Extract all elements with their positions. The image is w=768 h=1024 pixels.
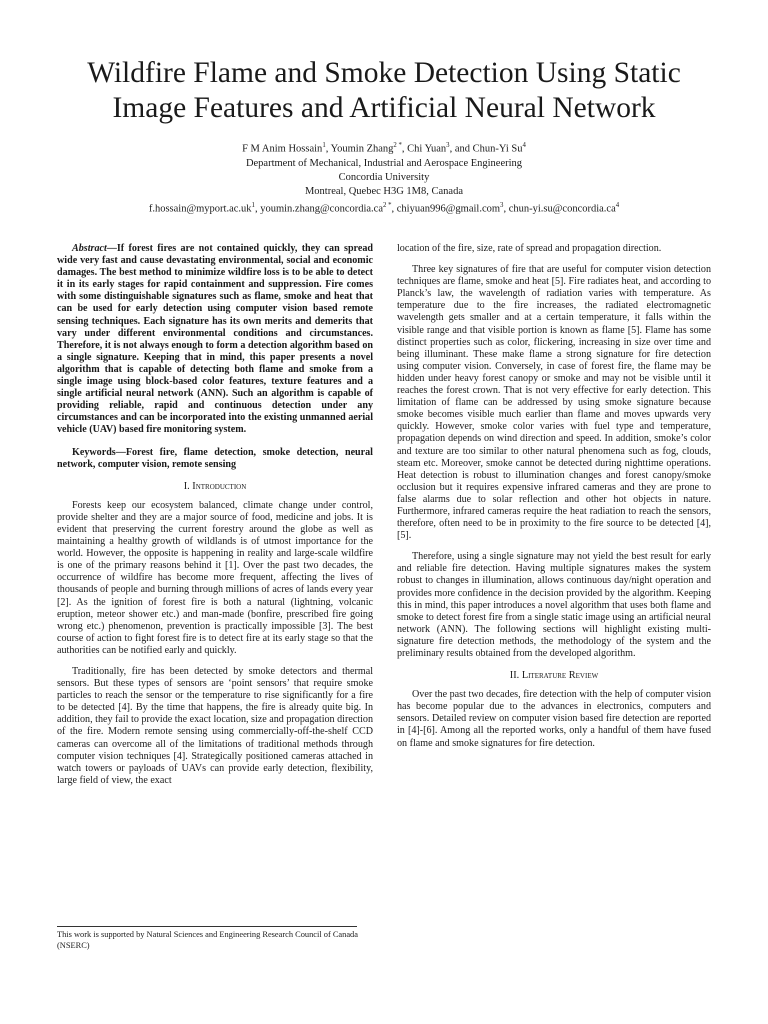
intro-paragraph-2: Traditionally, fire has been detected by smoke detectors and thermal sensors. But these types of sensors are ‘point sensors’ that require smoke particles to reach the sensor or the temperature to rise significantly for a fire to be detected [4]. By the time that happens, the fire is already quite big. In addition, they fail to provide the exact location, size and propagation direction of the fire. Modern remote sensing using commercially-off-the-shelf CCD cameras can overcome all of the limitations of traditional methods through computer vision techniques [4]. Strategically positioned cameras attached in watch towers or payloads of UAVs can provide early detection, flexibility, large field of view, the exact: [57, 666, 373, 786]
intro-paragraph-2-cont: location of the fire, size, rate of spread and propagation direction.: [397, 243, 662, 254]
paper-title: [0, 56, 768, 126]
footnote-divider: [57, 926, 357, 927]
section-numeral: I.: [183, 480, 190, 492]
author-name: , and Chun-Yi Su: [449, 143, 523, 155]
funding-footnote: This work is supported by Natural Sciences and Engineering Research Council of Canada (NSERC): [57, 930, 358, 950]
affil-mark: 1: [251, 201, 255, 209]
email-link[interactable]: f.hossain@myport.ac.uk: [148, 203, 252, 215]
keywords: Keywords—Forest fire, flame detection, smoke detection, neural network, computer vision, remote sensing: [57, 446, 373, 470]
abstract-text: —If forest fires are not contained quickly, they can spread wide very fast and cause devastating environmental, social and economic damages. The best method to minimize wildfire loss is to be able to detect it in its early stages for rapid containment and suppression. Fire comes with some distinguishable signatures such as flame, smoke and heat that can be used for early detection using computer vision based remote sensing techniques. Each signature has its own merits and demerits that vary under different environmental conditions and circumstances. Therefore, it is not always enough to form a detection algorithm based on a single signature. Keeping that in mind, this paper presents a novel algorithm that is capable of detecting both flame and smoke from a single image using block-based color features, texture features and a single artificial neural network (ANN). Such an algorithm is capable of providing reliable, rapid and continuous detection under any circumstances and can be incorporated into the existing unmanned aerial vehicle (UAV) based fire monitoring system.: [57, 243, 373, 436]
author-department: Department of Mechanical, Industrial and Aerospace Engineering: [245, 157, 523, 169]
affil-mark: 3: [446, 142, 450, 149]
title-line-2: Image Features and Artificial Neural Network: [112, 92, 656, 124]
email-link[interactable]: , youmin.zhang@concordia.ca: [254, 203, 383, 215]
email-link[interactable]: , chun-yi.su@concordia.ca: [503, 203, 616, 215]
author-university: Concordia University: [338, 171, 430, 183]
author-emails: [0, 199, 768, 217]
section-heading-literature-review: [397, 670, 711, 682]
section-title: Literature Review: [521, 670, 599, 682]
title-line-1: Wildfire Flame and Smoke Detection Using Static: [87, 57, 681, 89]
section-heading-introduction: [57, 481, 373, 493]
abstract: [57, 243, 373, 437]
section-title: Introduction: [192, 480, 247, 492]
intro-paragraph-3: Three key signatures of fire that are useful for computer vision detection techniques are flame, smoke and heat [5]. Fire radiates heat, and according to Planck’s law, the wavelength of radiation varies with temperature. As temperature due to the fire increases, the radiated electromagnetic wavelength gets smaller and at a certain temperature, it falls within the visible range and that visible portion is known as flame [5]. Flame has some distinct properties such as color, flickering, increasing in size over time and being illuminant. These make flame a strong signature for fire detection using computer vision. Conversely, in case of forest fire, the flame may be hidden under heavy forest canopy or smoke and may not be visible until it reaches the forest crown. That is not very effective for early detection. This limitation of flame can be addressed by using smoke signature because smoke becomes visible much earlier than flame and moves upwards very quickly. However, smoke color varies with fuel type and temperature, propagation depends on wind direction and speed. In addition, smoke’s color and texture are too similar to other natural phenomena such as fog, clouds, steam etc. Moreover, smoke cannot be detected during nighttime operations. Heat detection is robust to illumination changes and forest canopy/smoke occlusion but it requires expensive infrared cameras and they are prone to false alarms due to solar reflection and other hot objects in nature. Furthermore, infrared cameras require the heat radiation to reach the sensors, therefore, often need to be in proximity to the fire source to be detected [4], [5].: [397, 264, 711, 542]
left-column: [57, 243, 373, 787]
affil-mark: 2 *: [393, 142, 402, 149]
author-name: , Youmin Zhang: [325, 143, 394, 155]
email-link[interactable]: , chiyuan996@gmail.com: [391, 203, 501, 215]
affil-mark: 2 *: [383, 201, 392, 209]
author-block: [0, 139, 768, 216]
right-column: [397, 243, 711, 750]
author-names: [0, 139, 768, 157]
affil-mark: 4: [615, 201, 620, 209]
abstract-label: Abstract: [72, 243, 107, 254]
lit-review-paragraph-1: Over the past two decades, fire detection with the help of computer vision has become popular due to the advances in electronics, computers and sensors. Detailed review on computer vision based fire detection are reported in [4]-[6]. Among all the reported works, only a handful of them have fused on flame and smoke signatures for fire detection.: [397, 689, 711, 749]
intro-paragraph-4: Therefore, using a single signature may not yield the best result for early and reliable fire detection. Having multiple signatures makes the system robust to changes in illumination, allows continuous day/night operation and provides more confidence in the decision provided by the algorithm. Keeping this in mind, this paper introduces a novel algorithm that uses both flame and smoke to detect forest fire from a single static image using an artificial neural network (ANN). The following sections will highlight existing multi-signature fire detection methods, the methodology of the system and the preliminary results obtained from the developed algorithm.: [397, 551, 711, 659]
author-address: Montreal, Quebec H3G 1M8, Canada: [304, 185, 464, 197]
author-name: , Chi Yuan: [401, 143, 447, 155]
section-numeral: II.: [509, 670, 520, 682]
intro-paragraph-1: Forests keep our ecosystem balanced, climate change under control, provide shelter and they are a major source of food, medicine and jobs. It is evident that preserving the current forestry around the globe as well as maintaining a healthy growth of wildlands is of utmost importance for the world. However, the opposite is happening in reality and large-scale wildfire is one of the primary reasons behind it [1]. Over the past two decades, the occurrence of wildfire has become more frequent, affecting the lives of thousands of people and burning through millions of acres of lands every year [2]. As the ignition of forest fire is both a natural (lightning, volcanic eruption, meteor shower etc.) and man-made (bonfire, prescribed fire going wrong etc.) phenomenon, prevention is practically impossible [3]. The best course of action to fight forest fire is to detect fire at its early stage so that the authorities can be notified early and quickly.: [57, 499, 373, 656]
affil-mark: 1: [322, 142, 326, 149]
affil-mark: 4: [522, 142, 526, 149]
author-name: F M Anim Hossain: [242, 143, 323, 155]
affil-mark: 3: [500, 201, 504, 209]
